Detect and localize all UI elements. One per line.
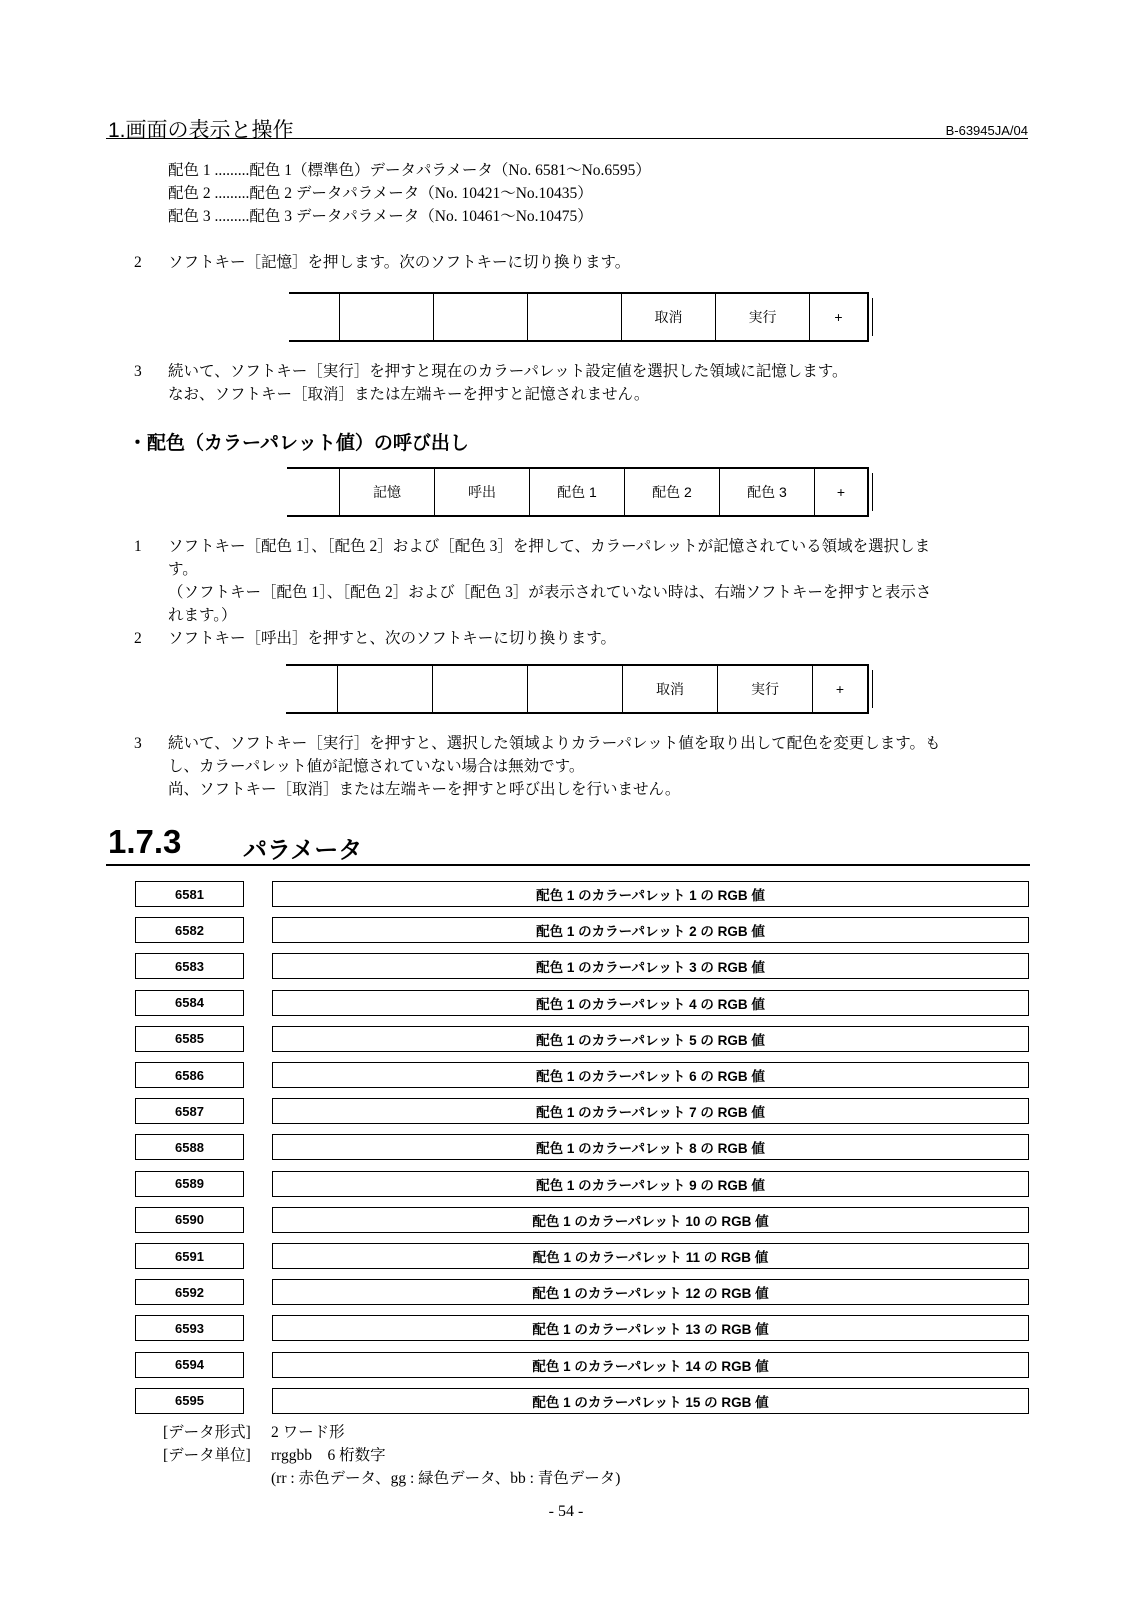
data-format-label: [データ形式] bbox=[163, 1424, 251, 1441]
recall-heading: ・配色（カラーパレット値）の呼び出し bbox=[128, 433, 469, 454]
store-step-2-number: 2 bbox=[134, 254, 142, 271]
softkey-next[interactable]: + bbox=[814, 469, 867, 515]
parameter-row bbox=[135, 881, 1029, 907]
recall-step-2-number: 2 bbox=[134, 630, 142, 647]
store-step-3-number: 3 bbox=[134, 363, 142, 380]
data-unit-note: (rr : 赤色データ、gg : 緑色データ、bb : 青色データ) bbox=[271, 1470, 621, 1487]
parameter-description: 配色 1 のカラーパレット 13 の RGB 値 bbox=[272, 1315, 1029, 1341]
parameter-description: 配色 1 のカラーパレット 6 の RGB 値 bbox=[272, 1062, 1029, 1088]
softkey-bar-end-inner bbox=[872, 473, 873, 511]
softkey-next[interactable]: + bbox=[809, 294, 867, 340]
softkey-blank-3[interactable] bbox=[527, 666, 622, 712]
softkey-bar-end bbox=[867, 292, 869, 342]
recall-step-2-text: ソフトキー［呼出］を押すと、次のソフトキーに切り換ります。 bbox=[168, 630, 616, 647]
page-number: - 54 - bbox=[548, 1503, 584, 1520]
parameter-number: 6583 bbox=[135, 953, 244, 979]
parameter-row bbox=[135, 1352, 1029, 1378]
parameter-row bbox=[135, 1171, 1029, 1197]
parameter-description: 配色 1 のカラーパレット 10 の RGB 値 bbox=[272, 1207, 1029, 1233]
store-step-3-line-1: 続いて、ソフトキー［実行］を押すと現在のカラーパレット設定値を選択した領域に記憶します。 bbox=[168, 363, 848, 380]
parameter-number: 6592 bbox=[135, 1279, 244, 1305]
parameter-row bbox=[135, 1279, 1029, 1305]
parameter-number: 6594 bbox=[135, 1352, 244, 1378]
recall-step-1-line-4: れます。） bbox=[168, 607, 237, 624]
parameter-description: 配色 1 のカラーパレット 9 の RGB 値 bbox=[272, 1171, 1029, 1197]
parameter-description: 配色 1 のカラーパレット 5 の RGB 値 bbox=[272, 1026, 1029, 1052]
parameter-description: 配色 1 のカラーパレット 11 の RGB 値 bbox=[272, 1243, 1029, 1269]
recall-step-1-number: 1 bbox=[134, 538, 142, 555]
softkey-bar-end-inner bbox=[872, 670, 873, 708]
intro-line-3: 配色 3 .........配色 3 データパラメータ（No. 10461～No.10475） bbox=[168, 208, 593, 225]
softkey-blank-2[interactable] bbox=[433, 294, 527, 340]
section-rule bbox=[106, 864, 1030, 866]
softkey-bar-end bbox=[867, 664, 869, 714]
softkey-bar-recall-exec bbox=[286, 664, 869, 714]
parameter-row bbox=[135, 1134, 1029, 1160]
softkey-blank-3[interactable] bbox=[527, 294, 621, 340]
parameter-number: 6589 bbox=[135, 1171, 244, 1197]
parameter-number: 6590 bbox=[135, 1207, 244, 1233]
parameter-description: 配色 1 のカラーパレット 3 の RGB 値 bbox=[272, 953, 1029, 979]
document-code: B-63945JA/04 bbox=[945, 123, 1028, 138]
recall-step-1-line-1: ソフトキー［配色 1］、［配色 2］および［配色 3］を押して、カラーパレットが記憶されている領域を選択しま bbox=[168, 538, 931, 555]
recall-step-1-line-2: す。 bbox=[168, 561, 198, 578]
recall-step-3-line-2: し、カラーパレット値が記憶されていない場合は無効です。 bbox=[168, 758, 585, 775]
softkey-next[interactable]: + bbox=[812, 666, 867, 712]
data-format-value: 2 ワード形 bbox=[271, 1424, 345, 1441]
recall-step-3-line-3: 尚、ソフトキー［取消］または左端キーを押すと呼び出しを行いません。 bbox=[168, 781, 681, 798]
parameter-number: 6591 bbox=[135, 1243, 244, 1269]
parameter-row bbox=[135, 1026, 1029, 1052]
parameter-row bbox=[135, 1098, 1029, 1124]
recall-step-3-line-1: 続いて、ソフトキー［実行］を押すと、選択した領域よりカラーパレット値を取り出して配色を変更します。も bbox=[168, 735, 941, 752]
parameter-number: 6587 bbox=[135, 1098, 244, 1124]
softkey-recall[interactable]: 呼出 bbox=[434, 469, 529, 515]
recall-step-3-number: 3 bbox=[134, 735, 142, 752]
chapter-title: 1.画面の表示と操作 bbox=[108, 119, 294, 142]
softkey-execute[interactable]: 実行 bbox=[717, 666, 812, 712]
store-step-2-text: ソフトキー［記憶］を押します。次のソフトキーに切り換ります。 bbox=[168, 254, 631, 271]
parameter-description: 配色 1 のカラーパレット 12 の RGB 値 bbox=[272, 1279, 1029, 1305]
section-number: 1.7.3 bbox=[108, 823, 182, 860]
parameter-row bbox=[135, 1062, 1029, 1088]
softkey-scheme-3[interactable]: 配色 3 bbox=[719, 469, 814, 515]
parameter-description: 配色 1 のカラーパレット 7 の RGB 値 bbox=[272, 1098, 1029, 1124]
data-unit-value: rrggbb 6 桁数字 bbox=[271, 1447, 386, 1464]
parameter-description: 配色 1 のカラーパレット 2 の RGB 値 bbox=[272, 917, 1029, 943]
parameter-number: 6585 bbox=[135, 1026, 244, 1052]
intro-line-1: 配色 1 .........配色 1（標準色）データパラメータ（No. 6581～No.6595） bbox=[168, 162, 651, 179]
parameter-row bbox=[135, 917, 1029, 943]
softkey-cancel[interactable]: 取消 bbox=[621, 294, 715, 340]
softkey-bar-end bbox=[867, 467, 869, 517]
parameter-number: 6581 bbox=[135, 881, 244, 907]
softkey-bar-recall-menu bbox=[287, 467, 869, 517]
store-step-3-line-2: なお、ソフトキー［取消］または左端キーを押すと記憶されません。 bbox=[168, 386, 650, 403]
parameter-description: 配色 1 のカラーパレット 8 の RGB 値 bbox=[272, 1134, 1029, 1160]
softkey-blank-2[interactable] bbox=[432, 666, 527, 712]
parameter-row bbox=[135, 1243, 1029, 1269]
softkey-bar-store bbox=[289, 292, 869, 342]
parameter-number: 6582 bbox=[135, 917, 244, 943]
softkey-bar-end-inner bbox=[872, 298, 873, 336]
parameter-row bbox=[135, 1388, 1029, 1414]
parameter-description: 配色 1 のカラーパレット 1 の RGB 値 bbox=[272, 881, 1029, 907]
section-title: パラメータ bbox=[243, 837, 363, 864]
softkey-cancel[interactable]: 取消 bbox=[622, 666, 717, 712]
parameter-description: 配色 1 のカラーパレット 15 の RGB 値 bbox=[272, 1388, 1029, 1414]
data-unit-label: [データ単位] bbox=[163, 1447, 251, 1464]
intro-line-2: 配色 2 .........配色 2 データパラメータ（No. 10421～No.10435） bbox=[168, 185, 593, 202]
parameter-number: 6588 bbox=[135, 1134, 244, 1160]
parameter-row bbox=[135, 1207, 1029, 1233]
header-rule bbox=[106, 138, 1028, 139]
parameter-row bbox=[135, 953, 1029, 979]
parameter-description: 配色 1 のカラーパレット 4 の RGB 値 bbox=[272, 990, 1029, 1016]
recall-step-1-line-3: （ソフトキー［配色 1］、［配色 2］および［配色 3］が表示されていない時は、右端ソフトキーを押すと表示さ bbox=[168, 584, 932, 601]
parameter-number: 6584 bbox=[135, 990, 244, 1016]
softkey-blank-1[interactable] bbox=[339, 294, 433, 340]
softkey-scheme-1[interactable]: 配色 1 bbox=[529, 469, 624, 515]
parameter-row bbox=[135, 1315, 1029, 1341]
parameter-description: 配色 1 のカラーパレット 14 の RGB 値 bbox=[272, 1352, 1029, 1378]
parameter-number: 6593 bbox=[135, 1315, 244, 1341]
parameter-row bbox=[135, 990, 1029, 1016]
softkey-store[interactable]: 記憶 bbox=[339, 469, 434, 515]
softkey-execute[interactable]: 実行 bbox=[715, 294, 809, 340]
softkey-scheme-2[interactable]: 配色 2 bbox=[624, 469, 719, 515]
softkey-blank-1[interactable] bbox=[337, 666, 432, 712]
parameter-number: 6586 bbox=[135, 1062, 244, 1088]
parameter-number: 6595 bbox=[135, 1388, 244, 1414]
